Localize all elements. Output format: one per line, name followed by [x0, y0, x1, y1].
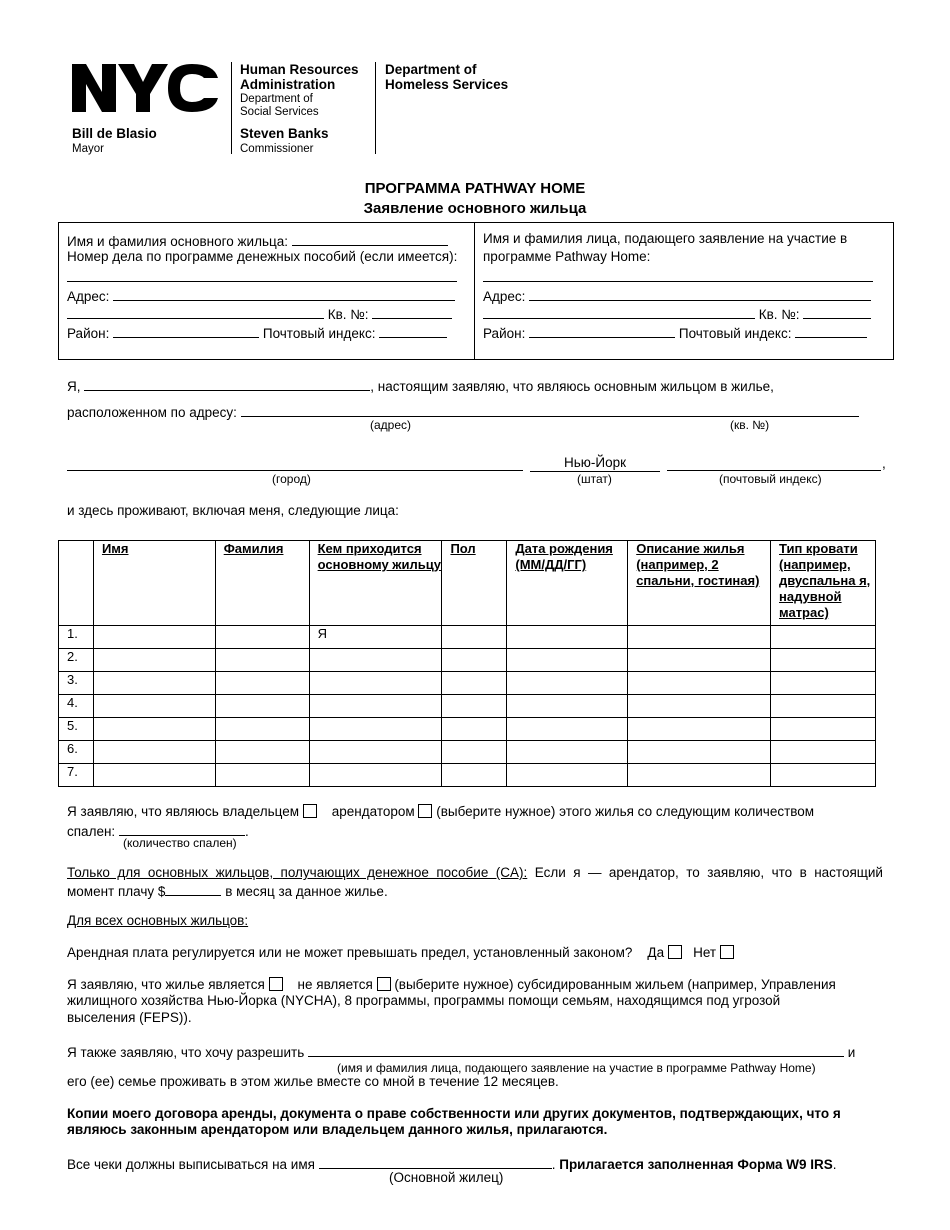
bed-type-cell[interactable] — [771, 649, 876, 672]
right-borough-field[interactable] — [529, 323, 675, 338]
mayor-title: Mayor — [72, 143, 104, 155]
right-apt-row — [483, 304, 871, 322]
owner-text: Я заявляю, что являюсь владельцем — [67, 804, 299, 819]
relation-cell[interactable] — [309, 764, 442, 787]
yes-checkbox[interactable] — [668, 945, 682, 959]
left-borough-label: Район: — [67, 326, 110, 341]
right-borough-row — [483, 323, 867, 341]
no-checkbox[interactable] — [720, 945, 734, 959]
col-header-sex: Пол — [442, 541, 507, 626]
tenant-checkbox[interactable] — [418, 804, 432, 818]
residents-intro: и здесь проживают, включая меня, следующие лица: — [67, 503, 399, 518]
case-number-field[interactable] — [67, 267, 457, 282]
dob-cell[interactable] — [507, 626, 628, 649]
dss-line1: Department of — [240, 93, 313, 105]
dob-cell[interactable] — [507, 764, 628, 787]
declaration-line — [67, 376, 774, 394]
w9-note: Прилагается заполненная Форма W9 IRS — [559, 1157, 833, 1172]
first-name-cell[interactable] — [93, 764, 215, 787]
col-header-dob: Дата рождения (ММ/ДД/ГГ) — [507, 541, 628, 626]
case-number-field-row — [67, 267, 457, 285]
hra-line2: Administration — [240, 77, 336, 92]
copies-line-2: являюсь законным арендатором или владельцем данного жилья, прилагаются. — [67, 1122, 608, 1137]
yes-label: Да — [647, 945, 665, 960]
left-apt-row — [67, 304, 452, 322]
col-header-bed-type: Тип кровати (например, двуспальна я, надувной матрас) — [771, 541, 876, 626]
first-name-cell[interactable] — [93, 649, 215, 672]
table-row — [59, 649, 876, 672]
bed-type-cell[interactable] — [771, 672, 876, 695]
subsidized-line-2: жилищного хозяйства Нью-Йорка (NYCHA), 8 программы, программы помощи семьям, находящимся под угрозой — [67, 993, 781, 1008]
table-row — [59, 718, 876, 741]
housing-cell[interactable] — [628, 649, 771, 672]
ca-text-2-suffix: в месяц за данное жилье. — [225, 884, 388, 899]
hra-line1: Human Resources — [240, 62, 359, 77]
tenant-label: арендатором — [331, 804, 415, 819]
header-divider-2 — [375, 62, 376, 154]
left-borough-row — [67, 323, 447, 341]
left-apt-label: Кв. №: — [327, 307, 369, 322]
relation-cell[interactable] — [309, 741, 442, 764]
row-number: 1. — [59, 626, 94, 649]
last-name-cell[interactable] — [215, 672, 309, 695]
row-number: 4. — [59, 695, 94, 718]
right-apt-label: Кв. №: — [758, 307, 800, 322]
declarant-name-field[interactable] — [84, 376, 370, 391]
subsidized-suffix: (выберите нужное) субсидированным жильем (например, Управления — [394, 977, 836, 992]
relation-cell[interactable] — [309, 718, 442, 741]
mayor-name: Bill de Blasio — [72, 126, 157, 141]
relation-cell[interactable]: Я — [309, 626, 442, 649]
checks-prefix: Все чеки должны выписываться на имя — [67, 1157, 315, 1172]
nyc-logo — [72, 62, 218, 114]
owner-text-after: (выберите нужное) этого жилья со следующим количеством — [436, 804, 815, 819]
box-divider — [474, 223, 475, 359]
last-name-cell[interactable] — [215, 764, 309, 787]
apt-caption: (кв. №) — [730, 418, 770, 432]
rent-amount-field[interactable] — [165, 881, 221, 896]
permit-line — [67, 1042, 855, 1060]
applicant-name-label-2: программе Pathway Home: — [483, 249, 651, 264]
col-header-num — [59, 541, 94, 626]
bedrooms-field[interactable] — [119, 821, 245, 836]
col-header-relation: Кем приходится основному жильцу — [309, 541, 442, 626]
right-zip-field[interactable] — [795, 323, 867, 338]
right-address-row — [483, 286, 871, 304]
relation-cell[interactable] — [309, 695, 442, 718]
dhs-line2: Homeless Services — [385, 77, 509, 92]
dwelling-address-field[interactable] — [241, 402, 859, 417]
primary-tenant-name-row — [67, 231, 448, 249]
first-name-cell[interactable] — [93, 626, 215, 649]
primary-tenant-name-label: Имя и фамилия основного жильца: — [67, 234, 288, 249]
left-apt-field[interactable] — [372, 304, 452, 319]
table-header-row — [59, 541, 876, 626]
bedrooms-line: спален: . — [67, 821, 249, 839]
row-number: 2. — [59, 649, 94, 672]
left-address-field-2[interactable] — [67, 304, 324, 319]
commissioner-name: Steven Banks — [240, 126, 329, 141]
all-tenants-heading: Для всех основных жильцов: — [67, 913, 249, 928]
table-row — [59, 741, 876, 764]
first-name-cell[interactable] — [93, 741, 215, 764]
declaration-suffix: , настоящим заявляю, что являюсь основным жильцом в жилье, — [370, 379, 774, 394]
owner-checkbox[interactable] — [303, 804, 317, 818]
dob-cell[interactable] — [507, 649, 628, 672]
state-field: Нью-Йорк — [530, 455, 660, 472]
last-name-cell[interactable] — [215, 718, 309, 741]
page-subtitle: Заявление основного жильца — [363, 200, 587, 217]
applicant-info-box — [58, 222, 894, 360]
sex-cell[interactable] — [442, 764, 507, 787]
bedrooms-label: спален: — [67, 824, 116, 839]
subsidized-line-3: выселения (FEPS)). — [67, 1010, 192, 1025]
not-subsidized-label: не является — [297, 977, 373, 992]
copies-line-1: Копии моего договора аренды, документа о праве собственности или других документов, подтверждающих, что я — [67, 1106, 841, 1121]
bed-type-cell[interactable] — [771, 741, 876, 764]
last-name-cell[interactable] — [215, 649, 309, 672]
left-address-row — [67, 286, 455, 304]
sex-cell[interactable] — [442, 718, 507, 741]
owner-line — [67, 804, 814, 819]
row-number: 7. — [59, 764, 94, 787]
last-name-cell[interactable] — [215, 741, 309, 764]
relation-cell[interactable] — [309, 672, 442, 695]
row-number: 5. — [59, 718, 94, 741]
page-title: ПРОГРАММА PATHWAY HOME — [364, 180, 586, 197]
row-number: 6. — [59, 741, 94, 764]
case-number-label: Номер дела по программе денежных пособий (если имеется): — [67, 249, 458, 264]
payee-field[interactable] — [319, 1154, 552, 1169]
permit-suffix: и — [847, 1045, 856, 1060]
bed-type-cell[interactable] — [771, 718, 876, 741]
permit-caption: (имя и фамилия лица, подающего заявление на участие в программе Pathway Home) — [337, 1061, 816, 1075]
right-zip-label: Почтовый индекс: — [678, 326, 792, 341]
housing-cell[interactable] — [628, 695, 771, 718]
checks-line: Все чеки должны выписываться на имя . Прилагается заполненная Форма W9 IRS. — [67, 1154, 837, 1172]
table-row — [59, 764, 876, 787]
ca-text-2-prefix: момент плачу $ — [67, 884, 166, 899]
right-borough-label: Район: — [483, 326, 526, 341]
housing-cell[interactable] — [628, 626, 771, 649]
housing-cell[interactable] — [628, 741, 771, 764]
relation-cell[interactable] — [309, 649, 442, 672]
dob-cell[interactable] — [507, 718, 628, 741]
right-apt-field[interactable] — [803, 304, 871, 319]
checks-caption: (Основной жилец) — [389, 1170, 504, 1185]
housing-cell[interactable] — [628, 718, 771, 741]
left-zip-label: Почтовый индекс: — [262, 326, 376, 341]
first-name-cell[interactable] — [93, 672, 215, 695]
table-row — [59, 672, 876, 695]
first-name-cell[interactable] — [93, 718, 215, 741]
zip-code-field[interactable] — [667, 456, 881, 471]
state-caption: (штат) — [577, 472, 612, 486]
declaration-prefix: Я, — [67, 379, 81, 394]
ca-heading: Только для основных жильцов, получающих денежное пособие (CA): — [67, 865, 528, 880]
no-label: Нет — [693, 945, 717, 960]
sex-cell[interactable] — [442, 626, 507, 649]
bed-type-cell[interactable] — [771, 764, 876, 787]
col-header-last-name: Фамилия — [215, 541, 309, 626]
bed-type-cell[interactable] — [771, 626, 876, 649]
city-field[interactable] — [67, 456, 523, 471]
housing-cell[interactable] — [628, 764, 771, 787]
subsidized-prefix: Я заявляю, что жилье является — [67, 977, 265, 992]
housing-cell[interactable] — [628, 672, 771, 695]
residents-table — [58, 540, 876, 787]
ca-line-1 — [67, 865, 883, 880]
sex-cell[interactable] — [442, 695, 507, 718]
left-zip-field[interactable] — [379, 323, 447, 338]
row-number: 3. — [59, 672, 94, 695]
table-row — [59, 626, 876, 649]
sex-cell[interactable] — [442, 672, 507, 695]
sex-cell[interactable] — [442, 741, 507, 764]
rent-regulated-line — [67, 945, 734, 960]
permit-line-2: его (ее) семье проживать в этом жилье вместе со мной в течение 12 месяцев. — [67, 1074, 559, 1089]
dob-cell[interactable] — [507, 672, 628, 695]
col-header-first-name: Имя — [93, 541, 215, 626]
bedrooms-caption: (количество спален) — [123, 836, 237, 850]
ca-text-1: Если я — арендатор, то заявляю, что в настоящий — [534, 865, 883, 880]
commissioner-title: Commissioner — [240, 143, 314, 155]
zip-caption: (почтовый индекс) — [719, 472, 822, 486]
header-divider-1 — [231, 62, 232, 154]
subsidized-line-1 — [67, 977, 836, 992]
applicant-name-field-row — [483, 267, 873, 285]
sex-cell[interactable] — [442, 649, 507, 672]
last-name-cell[interactable] — [215, 626, 309, 649]
bed-type-cell[interactable] — [771, 695, 876, 718]
dhs-line1: Department of — [385, 62, 477, 77]
permit-prefix: Я также заявляю, что хочу разрешить — [67, 1045, 305, 1060]
dss-line2: Social Services — [240, 106, 319, 118]
city-caption: (город) — [272, 472, 311, 486]
not-subsidized-checkbox[interactable] — [377, 977, 391, 991]
left-borough-field[interactable] — [113, 323, 259, 338]
applicant-name-label-1: Имя и фамилия лица, подающего заявление на участие в — [483, 231, 848, 246]
last-name-cell[interactable] — [215, 695, 309, 718]
zip-comma: , — [882, 456, 886, 471]
first-name-cell[interactable] — [93, 695, 215, 718]
left-address-field[interactable] — [113, 286, 455, 301]
subsidized-checkbox[interactable] — [269, 977, 283, 991]
table-row — [59, 695, 876, 718]
rent-question: Арендная плата регулируется или не может превышать предел, установленный законом? — [67, 945, 633, 960]
located-label: расположенном по адресу: — [67, 405, 237, 420]
applicant-name-field[interactable] — [483, 267, 873, 282]
right-address-field[interactable] — [529, 286, 871, 301]
ca-line-2 — [67, 881, 388, 899]
dob-cell[interactable] — [507, 695, 628, 718]
right-address-field-2[interactable] — [483, 304, 755, 319]
address-caption: (адрес) — [370, 418, 412, 432]
right-address-label: Адрес: — [483, 289, 526, 304]
permitted-person-field[interactable] — [308, 1042, 844, 1057]
dob-cell[interactable] — [507, 741, 628, 764]
col-header-housing: Описание жилья (например, 2 спальни, гостиная) — [628, 541, 771, 626]
primary-tenant-name-field[interactable] — [292, 231, 448, 246]
left-address-label: Адрес: — [67, 289, 110, 304]
